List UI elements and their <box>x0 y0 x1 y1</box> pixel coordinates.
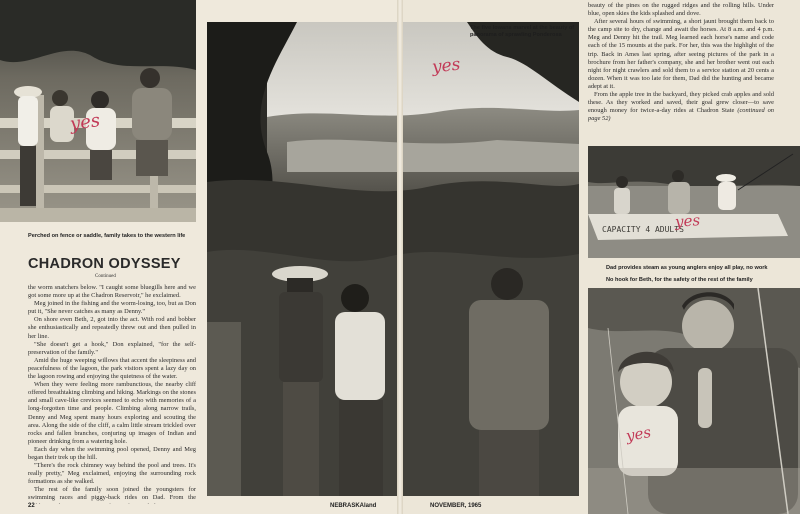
yes-pencil-mark-top: yes <box>68 110 102 135</box>
paragraph: "There's the rock chimney way behind the pool and trees. It's really pretty," Meg exclaimed, enjoying the surrounding rock formations as she walked. <box>28 462 196 486</box>
fence-photo-caption: Perched on fence or saddle, family takes to the western life <box>28 233 186 239</box>
paragraph: "She doesn't get a hook," Don explained, "for the self-preservation of the family." <box>28 340 196 356</box>
center-gutter <box>397 0 403 514</box>
paragraph: When they were feeling more rambunctious, the nearby cliff offered breathtaking climbing and hiking. Markings on the stones and small cave-like crevices seemed to echo with memories of a long-forgotten time and people. Climbing along narrow trails, Denny and Meg spent many hours exploring and scouting the area. Along the side of the cliff, a calm little stream trickled over rocks and fallen branches, conjuring up images of Indian and pioneer drinking from a watering hole. <box>28 381 196 445</box>
paragraph: beauty of the pines on the rugged ridges and the rolling hills. Under blue, open skies the kids splashed and dove. <box>588 2 774 18</box>
paragraph <box>588 91 774 123</box>
yes-pencil-mark-bottom: yes <box>624 422 653 446</box>
beth-photo <box>588 288 800 514</box>
paragraph: After several hours of swimming, a short jaunt brought them back to the camp site to dry, change and await the horses. At 8 a.m. and 4 p.m. Meg and Denny hit the trail. Meg learned each horse's name and code each of the 15 mounts at the park. For her, this was the highlight of the trip. Back in Ames last spring, after seeing pictures of the park in a brochure from her father's company, she and her brother went out each night for night crawlers and sold them to a service station at 20 cents a dozen. When it was too late for them, Dad did the hunting and became adept at it. <box>588 18 774 90</box>
left-column-text <box>28 284 196 504</box>
right-column-text <box>588 2 774 142</box>
magazine-name: NEBRASKAland <box>330 503 377 509</box>
paragraph: On shore even Beth, 2, got into the act. With rod and bobber she enthusiastically and repeatedly threw out and then pulled in her line. <box>28 316 196 340</box>
page-number: 22 <box>28 503 35 509</box>
panorama-photo <box>207 22 579 496</box>
panorama-caption: The five Iowans marvel at the beauty of panorama of sprawling Ponderosa <box>470 25 575 38</box>
paragraph: The rest of the family soon joined the youngsters for swimming races and piggy-back rides on Dad. From the <box>28 486 196 502</box>
article-headline: CHADRON ODYSSEY <box>28 256 181 272</box>
paragraph: Amid the huge weeping willows that accent the sleepiness and peacefulness of the lagoon, the park visitors spent a lazy day on the lagoon rowing and enjoying the quietness of the water. <box>28 356 196 381</box>
headline-continued: Continued <box>95 274 116 279</box>
beth-photo-caption: No hook for Beth, for the safety of the rest of the family <box>606 277 753 283</box>
paragraph: the worm snatchers below. "I caught some bluegills here and we got some more up at the Chadron Reservoir," he exclaimed. <box>28 284 196 300</box>
boat-lettering: CAPACITY 4 ADULTS <box>602 225 684 234</box>
issue-date: NOVEMBER, 1965 <box>430 503 482 509</box>
boat-photo-caption: Dad provides steam as young anglers enjoy all play, no work <box>606 265 768 271</box>
paragraph: Meg joined in the fishing and the worm-losing, too, but as Don put it, "She never catches as many as Denny." <box>28 300 196 316</box>
paragraph: Each day when the swimming pool opened, Denny and Meg began their trek up the hill. <box>28 445 196 461</box>
boat-photo <box>588 146 800 258</box>
yes-pencil-mark-center: yes <box>431 54 462 78</box>
continued-note: (continued on page 52) <box>588 107 774 123</box>
paragraph-text: From the apple tree in the backyard, they picked crab apples and sold these. As they worked and saved, their goal grew closer—to save enough money for twice-a-day rides at Chadron State <box>588 91 774 115</box>
yes-pencil-mark-boat: yes <box>674 211 701 231</box>
